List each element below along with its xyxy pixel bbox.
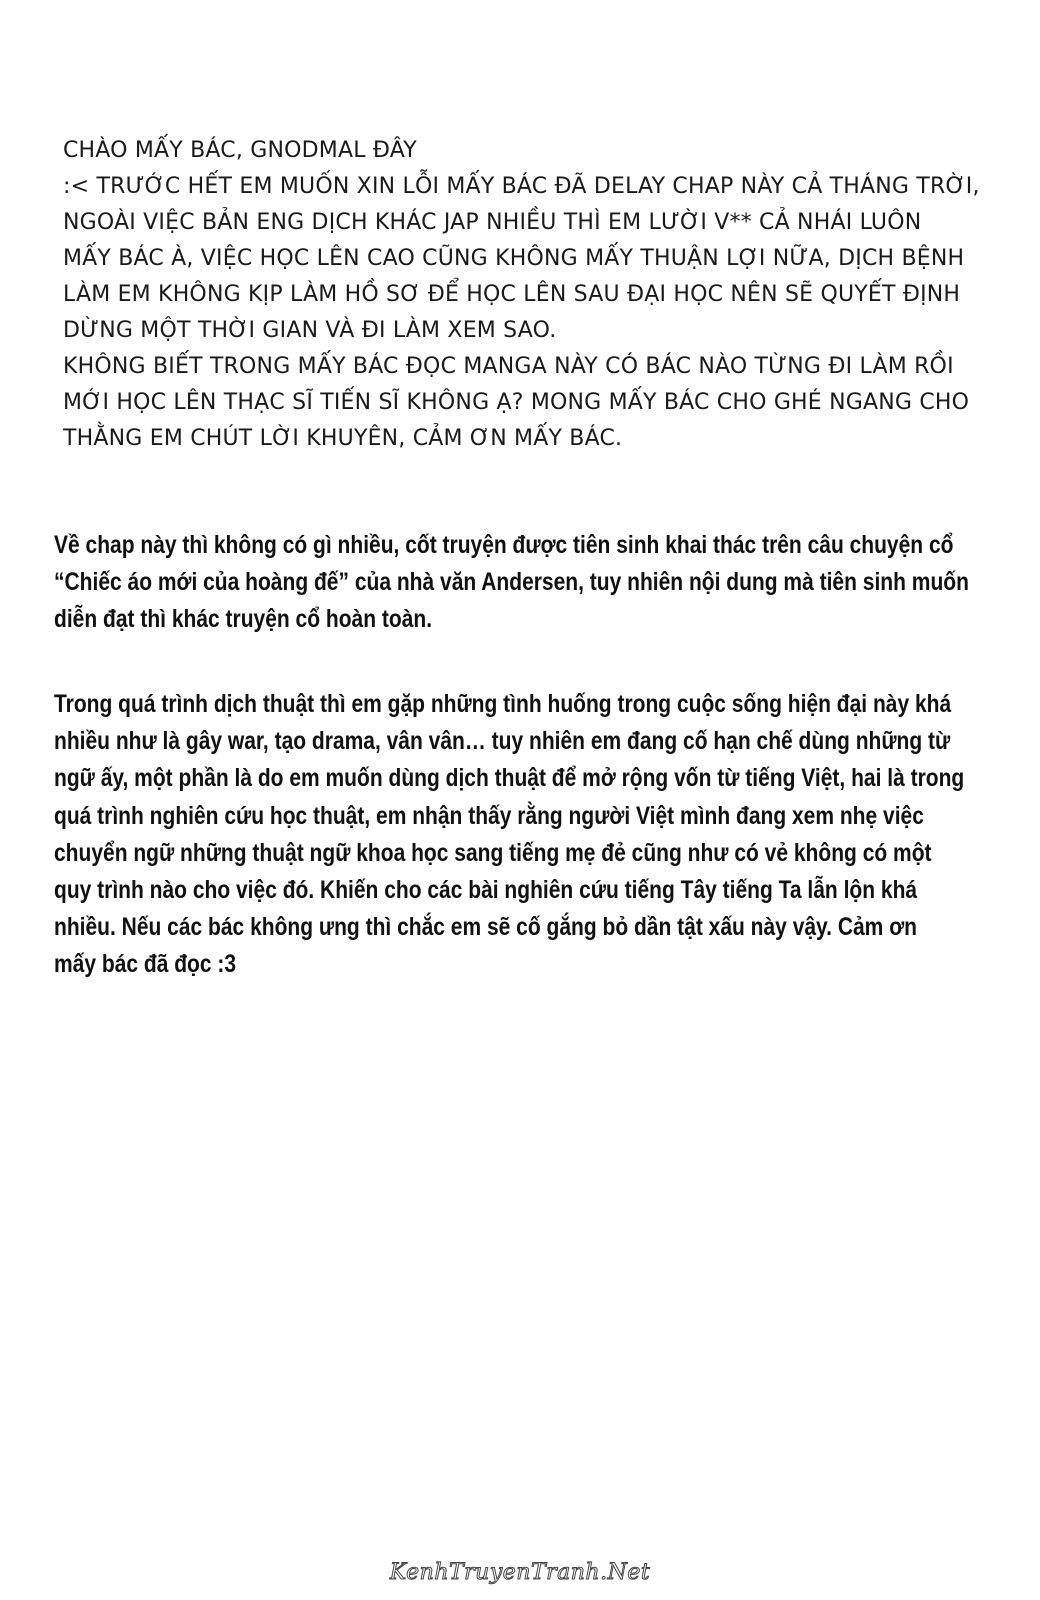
translation-note-paragraph [54,686,1014,984]
note-line: CHÀO MẤY BÁC, GNODMAL ĐÂY [63,138,417,163]
note-line: :< TRƯỚC HẾT EM MUỐN XIN LỖI MẤY BÁC ĐÃ DELAY CHAP NÀY CẢ THÁNG TRỜI, [63,174,980,199]
paragraph-line: nhiều. Nếu các bác không ưng thì chắc em sẽ cố gắng bỏ dần tật xấu này vậy. Cảm ơn [54,913,917,942]
note-line: THẰNG EM CHÚT LỜI KHUYÊN, CẢM ƠN MẤY BÁC. [63,426,623,451]
paragraph-line: quy trình nào cho việc đó. Khiến cho các bài nghiên cứu tiếng Tây tiếng Ta lẫn lộn khá [54,875,918,904]
note-line: MẤY BÁC À, VIỆC HỌC LÊN CAO CŨNG KHÔNG MẤY THUẬN LỢI NỮA, DỊCH BỆNH [63,246,965,271]
paragraph-line: ngữ ấy, một phần là do em muốn dùng dịch thuật để mở rộng vốn từ tiếng Việt, hai là trong [54,764,965,793]
paragraph-line: quá trình nghiên cứu học thuật, em nhận thấy rằng người Việt mình đang xem nhẹ việc [54,801,924,830]
site-watermark: KenhTruyenTranh.Net [389,1560,651,1585]
paragraph-line: Về chap này thì không có gì nhiều, cốt truyện được tiên sinh khai thác trên câu chuyện cổ [54,531,954,559]
note-line: DỪNG MỘT THỜI GIAN VÀ ĐI LÀM XEM SAO. [63,318,557,343]
paragraph-line: diễn đạt thì khác truyện cổ hoàn toàn. [54,605,433,633]
note-line: LÀM EM KHÔNG KỊP LÀM HỒ SƠ ĐỂ HỌC LÊN SAU ĐẠI HỌC NÊN SẼ QUYẾT ĐỊNH [63,282,961,307]
paragraph-line: chuyển ngữ những thuật ngữ khoa học sang tiếng mẹ đẻ cũng như có vẻ không có một [54,838,932,867]
note-line: NGOÀI VIỆC BẢN ENG DỊCH KHÁC JAP NHIỀU THÌ EM LƯỜI V** CẢ NHÁI LUÔN [63,210,922,235]
paragraph-line: mấy bác đã đọc :3 [54,950,237,979]
chapter-note-paragraph [54,527,1014,638]
note-line: MỚI HỌC LÊN THẠC SĨ TIẾN SĨ KHÔNG Ạ? MONG MẤY BÁC CHO GHÉ NGANG CHO [63,390,970,415]
paragraph-line: Trong quá trình dịch thuật thì em gặp những tình huống trong cuộc sống hiện đại này khá [54,690,952,718]
paragraph-line: nhiều như là gây war, tạo drama, vân vân… tuy nhiên em đang cố hạn chế dùng những từ [54,727,951,756]
translator-note [63,133,1003,457]
note-line: KHÔNG BIẾT TRONG MẤY BÁC ĐỌC MANGA NÀY CÓ BÁC NÀO TỪNG ĐI LÀM RỒI [63,354,954,379]
paragraph-line: “Chiếc áo mới của hoàng đế” của nhà văn Andersen, tuy nhiên nội dung mà tiên sinh muốn [54,568,969,596]
